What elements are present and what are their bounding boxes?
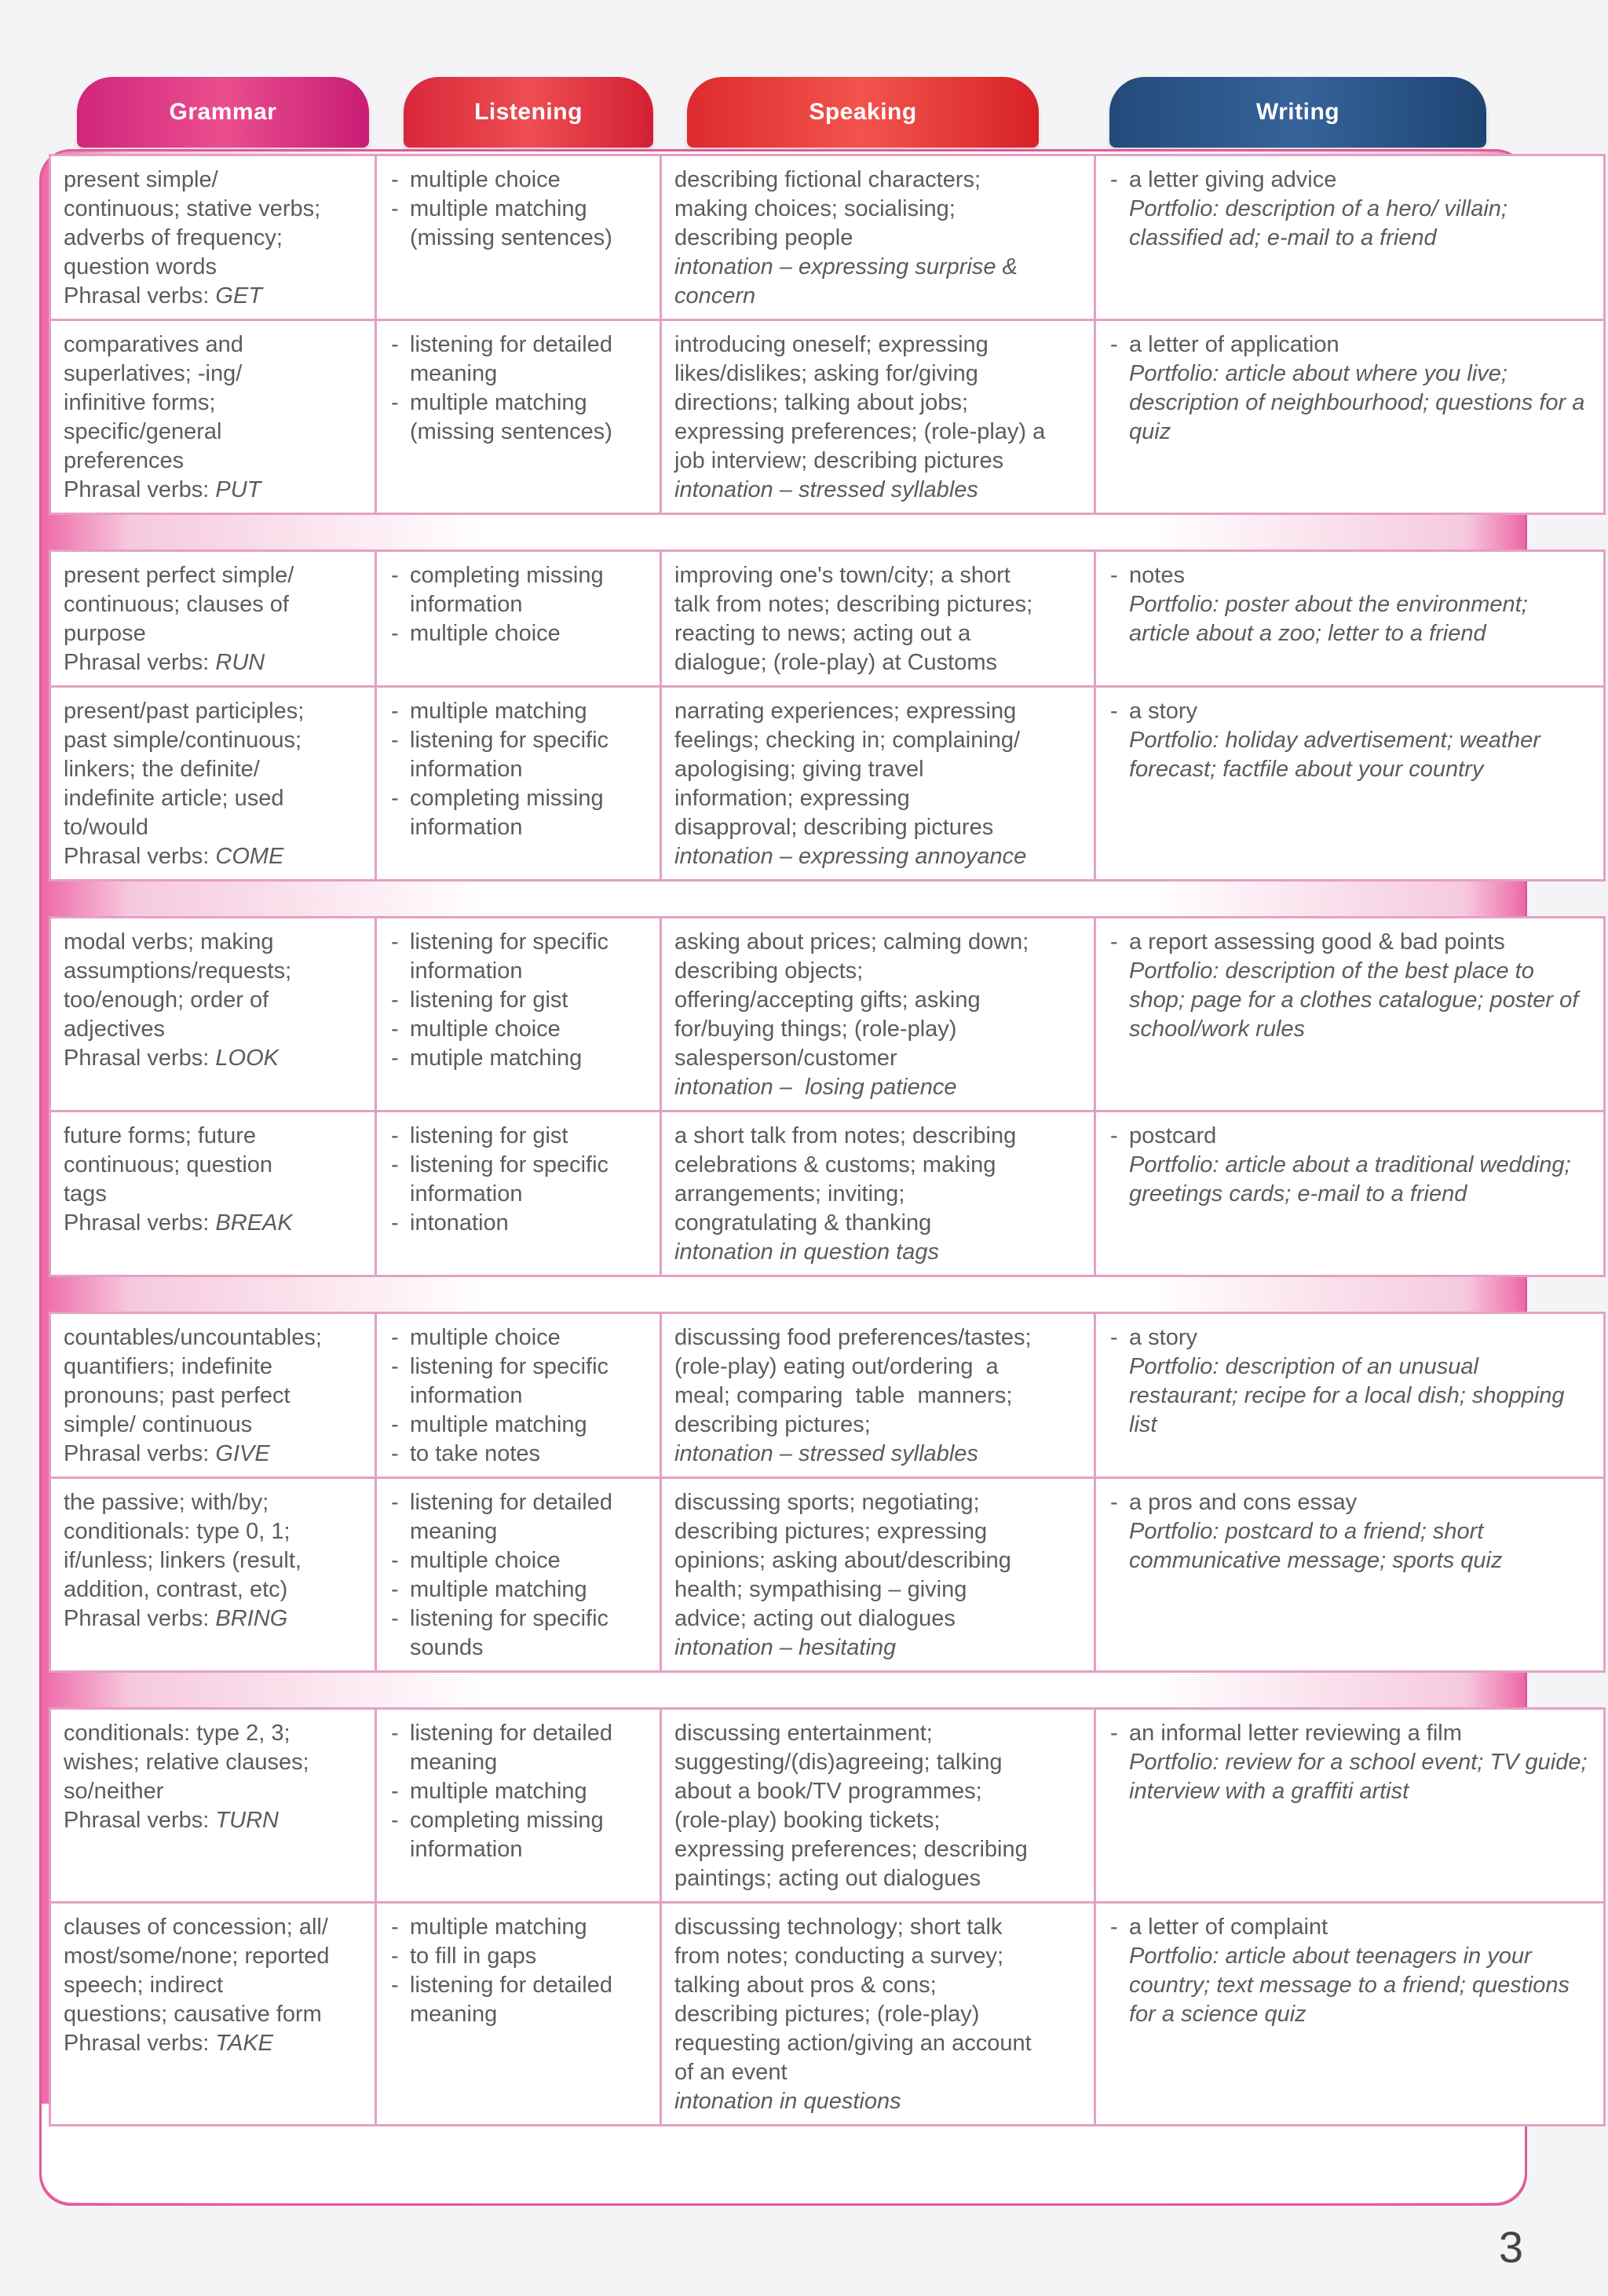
unit-group-table	[49, 549, 1606, 882]
speaking-line: about a book/TV programmes;	[674, 1779, 982, 1804]
listening-list	[389, 1122, 649, 1238]
grammar-cell	[50, 1313, 376, 1478]
speaking-line: salesperson/customer	[674, 1046, 897, 1071]
speaking-line: making choices; socialising;	[674, 196, 956, 221]
listening-item: - listening for specific sounds	[389, 1604, 649, 1663]
listening-list	[389, 1323, 649, 1469]
writing-task: - a story	[1109, 1323, 1592, 1352]
grammar-line: pronouns; past perfect	[64, 1383, 291, 1408]
speaking-cell	[661, 918, 1095, 1111]
grammar-line: future forms; future	[64, 1123, 256, 1148]
writing-task: - postcard	[1109, 1122, 1592, 1151]
speaking-line: introducing oneself; expressing	[674, 332, 989, 357]
speaking-line: of an event	[674, 2060, 788, 2085]
writing-cell	[1095, 918, 1605, 1111]
speaking-line: celebrations & customs; making	[674, 1152, 996, 1177]
writing-list	[1109, 928, 1592, 957]
portfolio-line: Portfolio: article about where you live; description of neighbourhood; questions for a quiz	[1129, 361, 1592, 444]
speaking-line: talk from notes; describing pictures;	[674, 592, 1033, 617]
unit-row	[50, 155, 1605, 320]
phrasal-verbs-line	[64, 1440, 364, 1469]
listening-list	[389, 561, 649, 648]
speaking-line: describing pictures;	[674, 1412, 871, 1437]
unit-group-table	[49, 916, 1606, 1277]
phrasal-verb: LOOK	[215, 1046, 280, 1071]
portfolio-line: Portfolio: review for a school event; TV guide; interview with a graffiti artist	[1129, 1750, 1594, 1804]
intonation-line: intonation – expressing surprise & concern	[674, 254, 1024, 308]
speaking-line: expressing preferences; describing	[674, 1837, 1028, 1862]
writing-list	[1109, 561, 1592, 590]
speaking-line: from notes; conducting a survey;	[674, 1944, 1004, 1969]
writing-list	[1109, 1719, 1592, 1748]
speaking-line: feelings; checking in; complaining/	[674, 728, 1021, 753]
unit-group	[49, 154, 1592, 515]
listening-item: - intonation	[389, 1209, 649, 1238]
listening-cell	[376, 155, 661, 320]
listening-item: - multiple matching	[389, 1913, 649, 1942]
grammar-line: infinitive forms;	[64, 390, 216, 415]
writing-list	[1109, 1488, 1592, 1517]
listening-item: - listening for detailed meaning	[389, 1971, 649, 2029]
listening-item: - listening for gist	[389, 986, 649, 1015]
intonation-line: intonation in question tags	[674, 1239, 939, 1265]
listening-cell	[376, 918, 661, 1111]
unit-row	[50, 1111, 1605, 1276]
speaking-cell	[661, 320, 1095, 514]
speaking-header: Speaking	[687, 77, 1039, 148]
grammar-cell	[50, 918, 376, 1111]
grammar-cell	[50, 1478, 376, 1672]
writing-task: - a story	[1109, 697, 1592, 726]
grammar-line: continuous; question	[64, 1152, 273, 1177]
speaking-line: discussing technology; short talk	[674, 1915, 1003, 1940]
unit-row	[50, 320, 1605, 514]
listening-item: - to fill in gaps	[389, 1942, 649, 1971]
unit-row	[50, 918, 1605, 1111]
listening-list	[389, 166, 649, 253]
grammar-line: assumptions/requests;	[64, 958, 292, 984]
listening-list	[389, 330, 649, 447]
speaking-line: information; expressing	[674, 786, 910, 811]
portfolio-line: Portfolio: description of an unusual restaurant; recipe for a local dish; shopping list	[1129, 1354, 1571, 1437]
speaking-line: congratulating & thanking	[674, 1210, 932, 1236]
writing-task: - a letter giving advice	[1109, 166, 1592, 195]
listening-item: - listening for detailed meaning	[389, 330, 649, 389]
writing-task: - a letter of complaint	[1109, 1913, 1592, 1942]
speaking-line: describing pictures; (role-play)	[674, 2002, 980, 2027]
speaking-line: opinions; asking about/describing	[674, 1548, 1011, 1573]
speaking-cell	[661, 1313, 1095, 1478]
grammar-line: so/neither	[64, 1779, 164, 1804]
speaking-cell	[661, 1709, 1095, 1903]
writing-list	[1109, 697, 1592, 726]
phrasal-verbs-label: Phrasal verbs:	[64, 1606, 216, 1631]
listening-item: - listening for gist	[389, 1122, 649, 1151]
portfolio-line: Portfolio: article about teenagers in your country; text message to a friend; questions for a science quiz	[1129, 1944, 1577, 2027]
speaking-line: talking about pros & cons;	[674, 1973, 937, 1998]
speaking-line: paintings; acting out dialogues	[674, 1866, 981, 1891]
listening-item: - listening for specific information	[389, 928, 649, 986]
writing-task: - a letter of application	[1109, 330, 1592, 360]
speaking-line: discussing food preferences/tastes;	[674, 1325, 1032, 1350]
phrasal-verbs-label: Phrasal verbs:	[64, 283, 216, 308]
listening-item: - multiple choice	[389, 619, 649, 648]
listening-item: - listening for specific information	[389, 1151, 649, 1209]
listening-item: - mutiple matching	[389, 1044, 649, 1073]
grammar-line: present perfect simple/	[64, 563, 294, 588]
grammar-line: the passive; with/by;	[64, 1490, 269, 1515]
grammar-line: wishes; relative clauses;	[64, 1750, 309, 1775]
speaking-line: health; sympathising – giving	[674, 1577, 967, 1602]
phrasal-verb: GIVE	[215, 1441, 270, 1466]
listening-item: - multiple matching	[389, 1411, 649, 1440]
speaking-line: expressing preferences; (role-play) a	[674, 419, 1046, 444]
grammar-line: preferences	[64, 448, 185, 473]
speaking-line: (role-play) eating out/ordering a	[674, 1354, 999, 1379]
grammar-line: present simple/	[64, 167, 218, 192]
listening-item: - to take notes	[389, 1440, 649, 1469]
grammar-line: too/enough; order of	[64, 987, 269, 1013]
page-number: 3	[1498, 2222, 1523, 2272]
writing-cell	[1095, 1313, 1605, 1478]
intonation-line: intonation – losing patience	[674, 1075, 957, 1100]
unit-group-table	[49, 1312, 1606, 1673]
phrasal-verbs-label: Phrasal verbs:	[64, 477, 216, 502]
listening-item: - multiple matching	[389, 1575, 649, 1604]
writing-task: - a pros and cons essay	[1109, 1488, 1592, 1517]
grammar-line: continuous; stative verbs;	[64, 196, 321, 221]
phrasal-verbs-label: Phrasal verbs:	[64, 650, 216, 675]
grammar-line: speech; indirect	[64, 1973, 224, 1998]
phrasal-verbs-line	[64, 282, 364, 311]
listening-cell	[376, 320, 661, 514]
speaking-line: meal; comparing table manners;	[674, 1383, 1013, 1408]
listening-item: - listening for detailed meaning	[389, 1719, 649, 1777]
unit-row	[50, 1709, 1605, 1903]
phrasal-verbs-line	[64, 648, 364, 677]
speaking-cell	[661, 1478, 1095, 1672]
unit-group	[49, 1312, 1571, 1673]
grammar-cell	[50, 1903, 376, 2126]
speaking-line: describing pictures; expressing	[674, 1519, 988, 1544]
unit-row	[50, 1903, 1605, 2126]
phrasal-verbs-line	[64, 2029, 364, 2058]
phrasal-verbs-line	[64, 1806, 364, 1835]
speaking-line: describing people	[674, 225, 853, 250]
grammar-line: past simple/continuous;	[64, 728, 302, 753]
speaking-line: job interview; describing pictures	[674, 448, 1004, 473]
grammar-header: Grammar	[77, 77, 369, 148]
writing-list	[1109, 1323, 1592, 1352]
grammar-line: addition, contrast, etc)	[64, 1577, 288, 1602]
listening-item: - multiple choice	[389, 1015, 649, 1044]
unit-group	[49, 549, 1547, 882]
grammar-cell	[50, 1111, 376, 1276]
unit-row	[50, 1313, 1605, 1478]
writing-cell	[1095, 551, 1605, 687]
phrasal-verbs-label: Phrasal verbs:	[64, 1441, 216, 1466]
speaking-line: describing fictional characters;	[674, 167, 981, 192]
grammar-line: most/some/none; reported	[64, 1944, 330, 1969]
writing-cell	[1095, 687, 1605, 881]
unit-group	[49, 1707, 1594, 2126]
listening-item: - listening for detailed meaning	[389, 1488, 649, 1546]
speaking-cell	[661, 687, 1095, 881]
listening-item: - completing missing information	[389, 1806, 649, 1864]
grammar-line: modal verbs; making	[64, 929, 274, 955]
speaking-line: (role-play) booking tickets;	[674, 1808, 941, 1833]
phrasal-verbs-line	[64, 1209, 364, 1238]
speaking-line: likes/dislikes; asking for/giving	[674, 361, 978, 386]
listening-item: - listening for specific information	[389, 1352, 649, 1411]
phrasal-verbs-label: Phrasal verbs:	[64, 1046, 216, 1071]
writing-list	[1109, 1913, 1592, 1942]
grammar-line: present/past participles;	[64, 699, 305, 724]
portfolio-line: Portfolio: holiday advertisement; weather forecast; factfile about your country	[1129, 728, 1547, 782]
speaking-cell	[661, 1903, 1095, 2126]
grammar-line: linkers; the definite/	[64, 757, 260, 782]
phrasal-verb: TAKE	[215, 2031, 274, 2056]
listening-cell	[376, 687, 661, 881]
unit-group-table	[49, 1707, 1606, 2126]
listening-item: - multiple matching (missing sentences)	[389, 389, 649, 447]
phrasal-verb: TURN	[215, 1808, 279, 1833]
column-headers	[0, 0, 1608, 157]
listening-item: - listening for specific information	[389, 726, 649, 784]
phrasal-verb: BRING	[215, 1606, 288, 1631]
grammar-line: continuous; clauses of	[64, 592, 289, 617]
speaking-cell	[661, 551, 1095, 687]
writing-cell	[1095, 155, 1605, 320]
speaking-line: directions; talking about jobs;	[674, 390, 968, 415]
intonation-line: intonation – expressing annoyance	[674, 844, 1027, 869]
writing-task: - an informal letter reviewing a film	[1109, 1719, 1592, 1748]
writing-list	[1109, 166, 1592, 195]
writing-list	[1109, 1122, 1592, 1151]
phrasal-verbs-line	[64, 476, 364, 505]
portfolio-line: Portfolio: poster about the environment; article about a zoo; letter to a friend	[1129, 592, 1534, 646]
phrasal-verbs-line	[64, 1044, 364, 1073]
unit-row	[50, 687, 1605, 881]
grammar-cell	[50, 1709, 376, 1903]
phrasal-verbs-line	[64, 842, 364, 871]
unit-row	[50, 1478, 1605, 1672]
portfolio-line: Portfolio: postcard to a friend; short communicative message; sports quiz	[1129, 1519, 1503, 1573]
grammar-line: clauses of concession; all/	[64, 1915, 328, 1940]
speaking-cell	[661, 1111, 1095, 1276]
grammar-cell	[50, 320, 376, 514]
portfolio-line: Portfolio: description of the best place to shop; page for a clothes catalogue; poster of school/work rules	[1129, 958, 1585, 1042]
speaking-line: suggesting/(dis)agreeing; talking	[674, 1750, 1003, 1775]
phrasal-verbs-label: Phrasal verbs:	[64, 1210, 216, 1236]
listening-list	[389, 1719, 649, 1864]
writing-cell	[1095, 1709, 1605, 1903]
grammar-line: specific/general	[64, 419, 222, 444]
intonation-line: intonation in questions	[674, 2089, 901, 2114]
intonation-line: intonation – stressed syllables	[674, 477, 978, 502]
writing-header: Writing	[1109, 77, 1486, 148]
grammar-line: if/unless; linkers (result,	[64, 1548, 302, 1573]
phrasal-verbs-label: Phrasal verbs:	[64, 2031, 216, 2056]
listening-item: - multiple choice	[389, 166, 649, 195]
listening-item: - multiple matching (missing sentences)	[389, 195, 649, 253]
listening-item: - multiple matching	[389, 697, 649, 726]
listening-cell	[376, 1313, 661, 1478]
phrasal-verbs-label: Phrasal verbs:	[64, 844, 216, 869]
listening-header: Listening	[404, 77, 653, 148]
grammar-line: conditionals: type 0, 1;	[64, 1519, 291, 1544]
unit-group	[49, 916, 1585, 1277]
listening-cell	[376, 1709, 661, 1903]
phrasal-verb: PUT	[215, 477, 261, 502]
listening-item: - completing missing information	[389, 784, 649, 842]
speaking-line: asking about prices; calming down;	[674, 929, 1029, 955]
speaking-cell	[661, 155, 1095, 320]
speaking-line: describing objects;	[674, 958, 864, 984]
speaking-line: discussing entertainment;	[674, 1721, 933, 1746]
listening-cell	[376, 1111, 661, 1276]
speaking-line: advice; acting out dialogues	[674, 1606, 956, 1631]
listening-cell	[376, 1478, 661, 1672]
grammar-line: purpose	[64, 621, 146, 646]
grammar-line: quantifiers; indefinite	[64, 1354, 272, 1379]
grammar-line: superlatives; -ing/	[64, 361, 243, 386]
phrasal-verb: RUN	[215, 650, 265, 675]
phrasal-verb: GET	[215, 283, 263, 308]
grammar-line: to/would	[64, 815, 149, 840]
phrasal-verb: COME	[215, 844, 284, 869]
listening-list	[389, 697, 649, 842]
unit-group-table	[49, 154, 1606, 515]
unit-row	[50, 551, 1605, 687]
speaking-line: offering/accepting gifts; asking	[674, 987, 981, 1013]
writing-task: - a report assessing good & bad points	[1109, 928, 1592, 957]
grammar-line: question words	[64, 254, 217, 279]
grammar-line: comparatives and	[64, 332, 243, 357]
grammar-line: conditionals: type 2, 3;	[64, 1721, 291, 1746]
listening-item: - multiple matching	[389, 1777, 649, 1806]
listening-item: - multiple choice	[389, 1323, 649, 1352]
grammar-line: tags	[64, 1181, 107, 1206]
grammar-cell	[50, 155, 376, 320]
speaking-line: disapproval; describing pictures	[674, 815, 994, 840]
speaking-line: reacting to news; acting out a	[674, 621, 971, 646]
speaking-line: improving one's town/city; a short	[674, 563, 1010, 588]
grammar-cell	[50, 687, 376, 881]
portfolio-line: Portfolio: article about a traditional wedding; greetings cards; e-mail to a friend	[1129, 1152, 1577, 1206]
listening-item: - completing missing information	[389, 561, 649, 619]
speaking-line: a short talk from notes; describing	[674, 1123, 1017, 1148]
writing-cell	[1095, 1478, 1605, 1672]
speaking-line: apologising; giving travel	[674, 757, 924, 782]
speaking-line: for/buying things; (role-play)	[674, 1017, 957, 1042]
phrasal-verbs-label: Phrasal verbs:	[64, 1808, 216, 1833]
grammar-line: adjectives	[64, 1017, 165, 1042]
phrasal-verbs-line	[64, 1604, 364, 1633]
writing-cell	[1095, 320, 1605, 514]
listening-list	[389, 1913, 649, 2029]
writing-task: - notes	[1109, 561, 1592, 590]
speaking-line: arrangements; inviting;	[674, 1181, 905, 1206]
speaking-line: requesting action/giving an account	[674, 2031, 1032, 2056]
listening-list	[389, 1488, 649, 1663]
grammar-cell	[50, 551, 376, 687]
speaking-line: dialogue; (role-play) at Customs	[674, 650, 998, 675]
grammar-line: adverbs of frequency;	[64, 225, 283, 250]
grammar-line: simple/ continuous	[64, 1412, 253, 1437]
listening-cell	[376, 551, 661, 687]
writing-cell	[1095, 1111, 1605, 1276]
intonation-line: intonation – hesitating	[674, 1635, 897, 1660]
writing-list	[1109, 330, 1592, 360]
grammar-line: indefinite article; used	[64, 786, 284, 811]
speaking-line: discussing sports; negotiating;	[674, 1490, 980, 1515]
grammar-line: questions; causative form	[64, 2002, 322, 2027]
listening-cell	[376, 1903, 661, 2126]
speaking-line: narrating experiences; expressing	[674, 699, 1017, 724]
writing-cell	[1095, 1903, 1605, 2126]
contents-table	[49, 154, 1594, 2161]
listening-item: - multiple choice	[389, 1546, 649, 1575]
portfolio-line: Portfolio: description of a hero/ villain; classified ad; e-mail to a friend	[1129, 196, 1515, 250]
intonation-line: intonation – stressed syllables	[674, 1441, 978, 1466]
listening-list	[389, 928, 649, 1073]
phrasal-verb: BREAK	[215, 1210, 293, 1236]
grammar-line: countables/uncountables;	[64, 1325, 322, 1350]
